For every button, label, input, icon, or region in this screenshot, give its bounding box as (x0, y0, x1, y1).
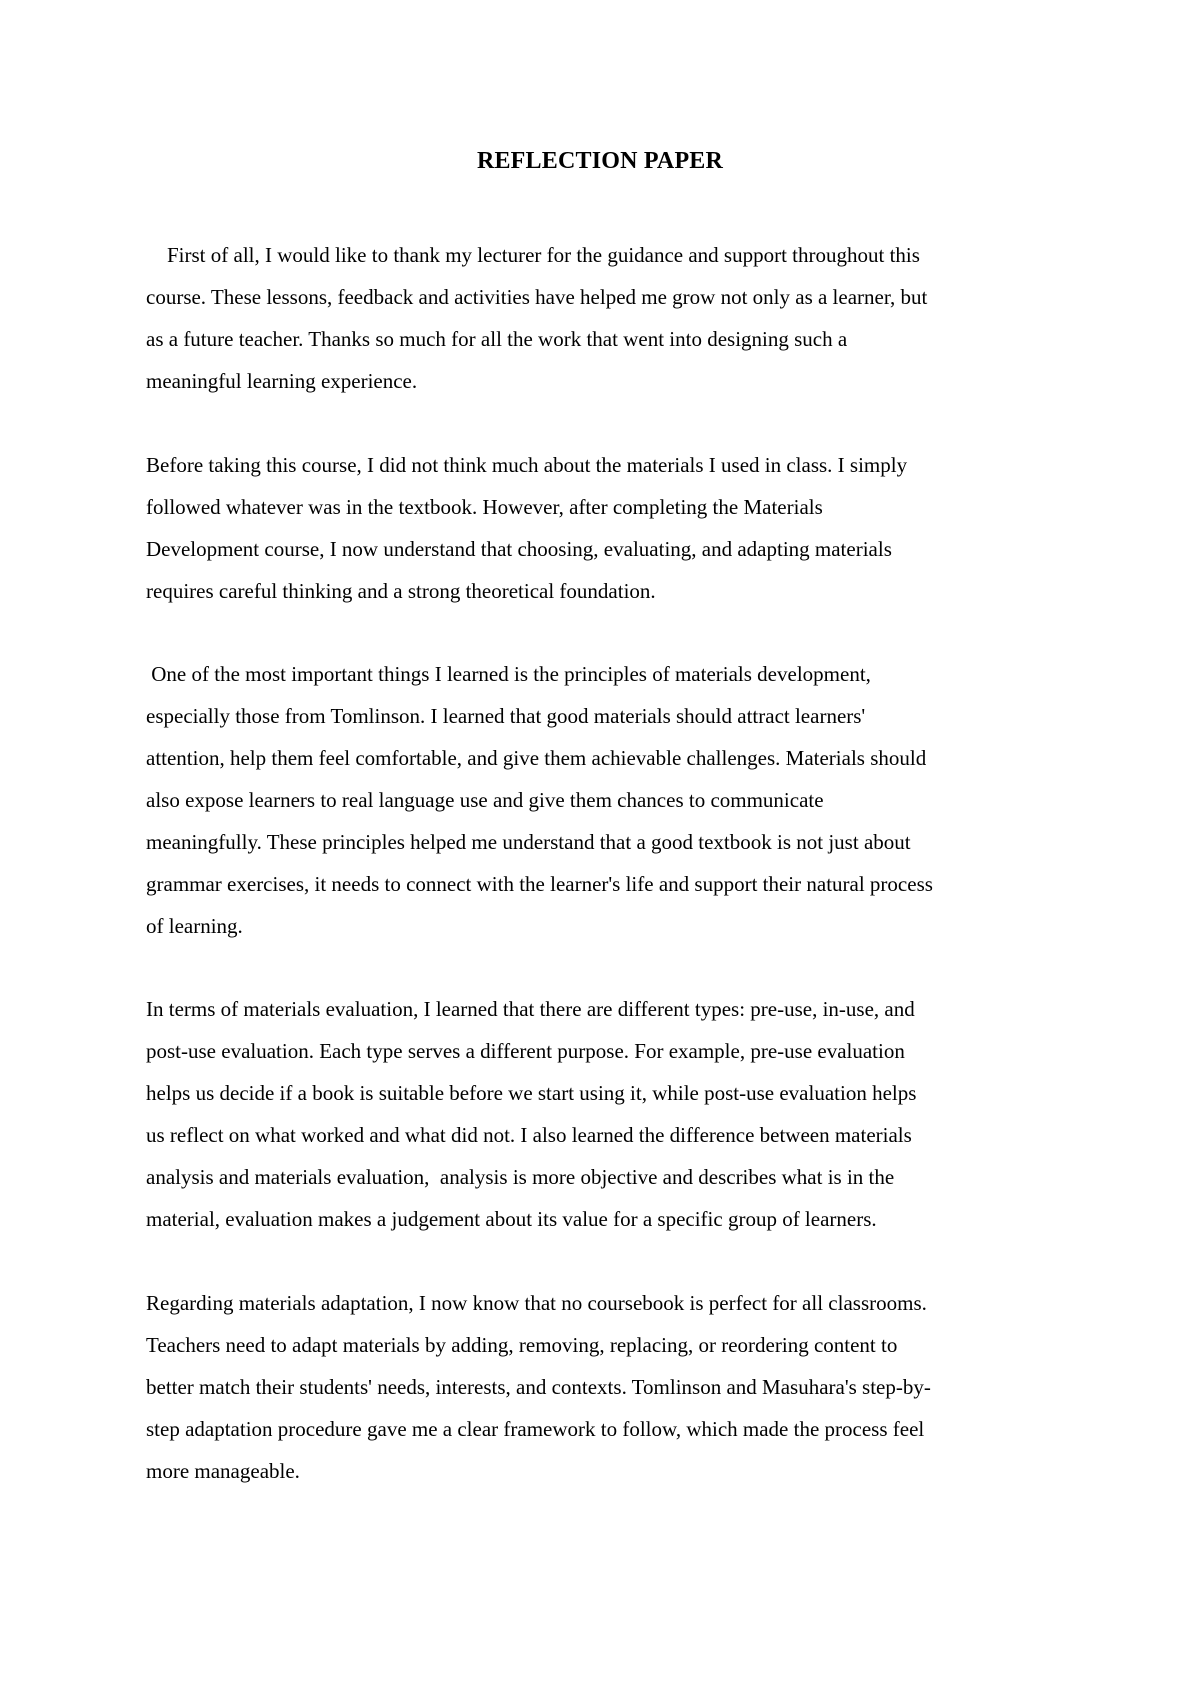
document-title: REFLECTION PAPER (476, 148, 724, 174)
paragraph-line: material, evaluation makes a judgement about its value for a specific group of learners. (146, 1207, 877, 1231)
paragraph-principles (146, 653, 1078, 947)
paragraph-line: Teachers need to adapt materials by adding, removing, replacing, or reordering content to (146, 1333, 898, 1357)
paragraph-line: In terms of materials evaluation, I learned that there are different types: pre-use, in-use, and (146, 997, 915, 1021)
paragraph-line: Before taking this course, I did not think much about the materials I used in class. I simply (146, 453, 908, 477)
paragraph-line: analysis and materials evaluation, analysis is more objective and describes what is in the (146, 1165, 895, 1189)
paragraph-line: attention, help them feel comfortable, and give them achievable challenges. Materials should (146, 746, 927, 770)
paragraph-before-course (146, 444, 1078, 612)
paragraph-line: more manageable. (146, 1459, 300, 1483)
paragraph-line: especially those from Tomlinson. I learned that good materials should attract learners' (146, 704, 866, 728)
paragraph-line: One of the most important things I learned is the principles of materials development, (146, 662, 871, 686)
paragraph-line: Development course, I now understand that choosing, evaluating, and adapting materials (146, 537, 892, 561)
paragraph-line: grammar exercises, it needs to connect with the learner's life and support their natural process (146, 872, 933, 896)
paragraph-line: followed whatever was in the textbook. However, after completing the Materials (146, 495, 823, 519)
paragraph-adaptation (146, 1282, 1078, 1492)
paragraph-acknowledgement (146, 234, 1078, 402)
paragraph-line: course. These lessons, feedback and activities have helped me grow not only as a learner, but (146, 285, 928, 309)
paragraph-line: helps us decide if a book is suitable before we start using it, while post-use evaluation helps (146, 1081, 917, 1105)
paragraph-line: step adaptation procedure gave me a clear framework to follow, which made the process feel (146, 1417, 925, 1441)
paragraph-line: post-use evaluation. Each type serves a different purpose. For example, pre-use evaluation (146, 1039, 905, 1063)
paragraph-line: Regarding materials adaptation, I now know that no coursebook is perfect for all classrooms. (146, 1291, 927, 1315)
paragraph-line: as a future teacher. Thanks so much for all the work that went into designing such a (146, 327, 848, 351)
paragraph-line: of learning. (146, 914, 243, 938)
paragraph-line: better match their students' needs, interests, and contexts. Tomlinson and Masuhara's step-by- (146, 1375, 931, 1399)
paragraph-line: us reflect on what worked and what did not. I also learned the difference between materials (146, 1123, 912, 1147)
paragraph-line: also expose learners to real language use and give them chances to communicate (146, 788, 824, 812)
paragraph-line: requires careful thinking and a strong theoretical foundation. (146, 579, 656, 603)
paragraph-line: meaningful learning experience. (146, 369, 418, 393)
paragraph-line: First of all, I would like to thank my lecturer for the guidance and support throughout this (146, 243, 920, 267)
paragraph-evaluation (146, 988, 1078, 1240)
paragraph-line: meaningfully. These principles helped me understand that a good textbook is not just about (146, 830, 911, 854)
